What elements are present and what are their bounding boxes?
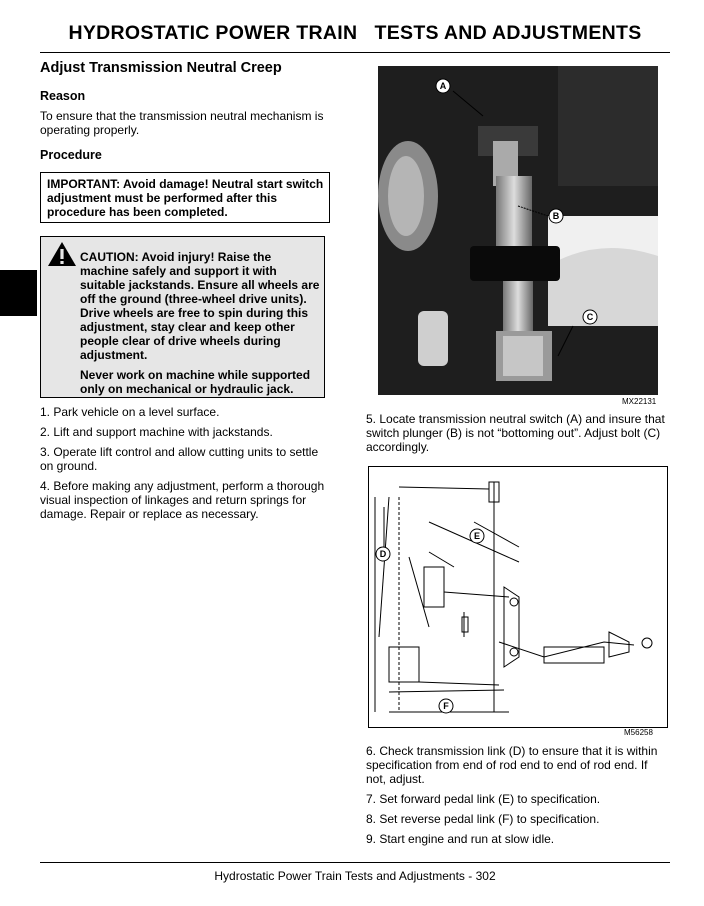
caution-text (80, 250, 320, 396)
step-7: 7. Set forward pedal link (E) to specification. (366, 792, 601, 806)
left-steps-list (40, 405, 330, 527)
figure1-id: MX22131 (622, 397, 657, 406)
important-text: IMPORTANT: Avoid damage! Neutral start switch adjustment must be performed after this procedure has been completed. (47, 177, 324, 219)
figure2-id: M56258 (624, 728, 653, 737)
step-3: 3. Operate lift control and allow cutting units to settle on ground. (40, 445, 319, 473)
right-steps-list (366, 744, 666, 846)
important-notice (40, 172, 330, 223)
warning-triangle-icon (47, 241, 77, 267)
section-title: Adjust Transmission Neutral Creep (40, 60, 282, 76)
step-2: 2. Lift and support machine with jackstands. (40, 425, 273, 439)
header-rule (40, 52, 670, 53)
caution-paragraph-2: Never work on machine while supported only on mechanical or hydraulic jack. (80, 368, 311, 396)
footer-rule (40, 862, 670, 863)
caution-paragraph-1: CAUTION: Avoid injury! Raise the machine safely and support it with suitable jackstands. Ensure all wheels are off the ground (three-wheel drive units). Drive wheels are free to spin during this adjustment, stay clear and keep other people clear of drive wheels during adjustment. (80, 250, 320, 362)
page-header-title: HYDROSTATIC POWER TRAIN TESTS AND ADJUSTMENTS (68, 22, 642, 44)
reason-heading: Reason (40, 89, 86, 103)
callout-d-label: D (379, 549, 387, 559)
caution-box (40, 236, 325, 398)
step-8: 8. Set reverse pedal link (F) to specification. (366, 812, 600, 826)
photo-neutral-switch (378, 66, 658, 395)
callout-a-label: A (439, 81, 447, 91)
step-6: 6. Check transmission link (D) to ensure that it is within specification from end of rod end to end of rod end. If not, adjust. (366, 744, 658, 786)
callout-b-label: B (552, 211, 560, 221)
callout-e-label: E (473, 531, 481, 541)
step-1: 1. Park vehicle on a level surface. (40, 405, 220, 419)
section-tab-marker (0, 270, 37, 316)
callout-f-label: F (443, 701, 449, 711)
procedure-heading: Procedure (40, 148, 102, 162)
step-9: 9. Start engine and run at slow idle. (366, 832, 555, 846)
diagram-linkage (368, 466, 668, 728)
reason-text: To ensure that the transmission neutral mechanism is operating properly. (40, 109, 324, 137)
page-footer: Hydrostatic Power Train Tests and Adjustments - 302 (214, 869, 496, 883)
step-4: 4. Before making any adjustment, perform a thorough visual inspection of linkages and return springs for damage. Repair or replace as necessary. (40, 479, 325, 521)
callout-c-label: C (586, 312, 594, 322)
step-5: 5. Locate transmission neutral switch (A) and insure that switch plunger (B) is not “bottoming out”. Adjust bolt (C) accordingly. (366, 412, 665, 454)
